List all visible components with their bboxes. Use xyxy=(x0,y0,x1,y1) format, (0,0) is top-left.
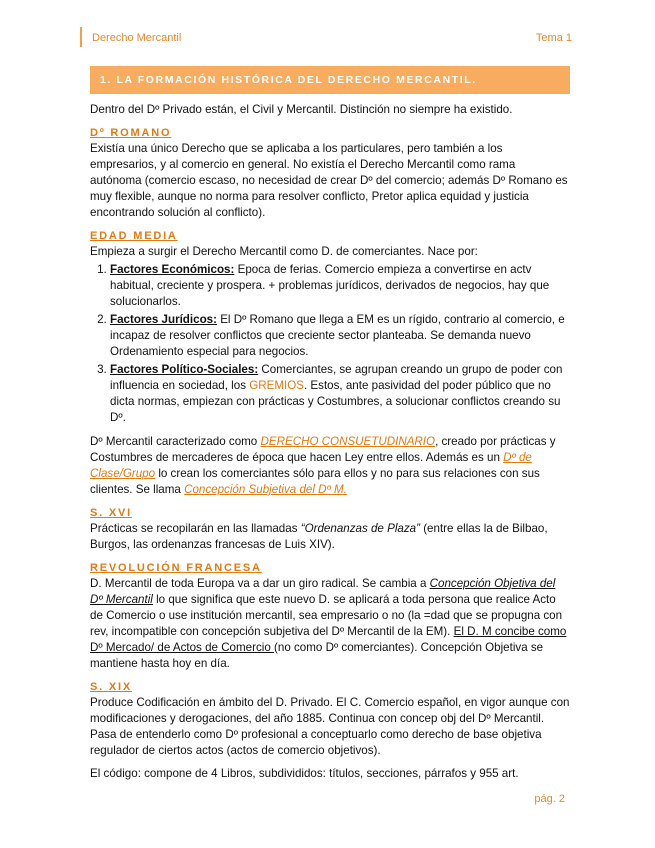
text-run: Prácticas se recopilarán en las llamadas xyxy=(90,522,301,535)
header-course-title: Derecho Mercantil xyxy=(92,32,182,44)
underlined-sentence: El D. M concibe como Dº Mercado/ de Actos de Comercio xyxy=(90,625,567,654)
romano-paragraph: Existía una único Derecho que se aplicaba a los particulares, pero también a los empresarios, y al comercio en general. No existía el Derecho Mercantil como rama autónoma (comercio escaso, no necesidad de crear Dº del comercio; además Dº Romano es muy flexible, aunque no norma para resolver conflicto, Pretor aplica equidad y justicia encontrando solución al conflicto). xyxy=(90,142,568,219)
header-topic: Tema 1 xyxy=(535,32,572,44)
heading-romano: Dº ROMANO xyxy=(90,127,172,139)
heading-s-xvi: S. XVI xyxy=(90,507,132,519)
factor-label: Factores Económicos: xyxy=(110,263,235,276)
factor-text: Epoca de ferias. Comercio empieza a convertirse en actv habitual, creciente y prospera. + problemas jurídicos, derivados de negocios, hay que solucionarlos. xyxy=(110,263,550,308)
factor-text: El Dº Romano que llega a EM es un rígido, contrario al comercio, e incapaz de resolver conflictos que creciente sector planteaba. Se demanda nuevo Ordenamiento especial para negocios. xyxy=(110,313,565,358)
text-run: (entre ellas la de Bilbao, Burgos, las ordenanzas francesas de Luis XIV). xyxy=(90,522,548,551)
factors-list xyxy=(90,262,570,426)
text-run: Dº Mercantil caracterizado como xyxy=(90,435,261,448)
revolucion-paragraph xyxy=(90,576,570,672)
factor-label: Factores Jurídicos: xyxy=(110,313,217,326)
text-run: lo que significa que este nuevo D. se aplicará a toda persona que realice Acto de Comercio o use institución mercantil, sea empresario o no (la =dad que se propugna con rev, incompatible con concepción subjetiva del Dº Mercantil de la EM). xyxy=(90,593,563,638)
section-banner: 1. LA FORMACIÓN HISTÓRICA DEL DERECHO MERCANTIL. xyxy=(90,66,570,94)
heading-edad-media: EDAD MEDIA xyxy=(90,230,178,242)
xix-paragraph: Produce Codificación en ámbito del D. Privado. El C. Comercio español, en vigor aunque con modificaciones y derogaciones, del año 1885. Continua con concep obj del Dº Mercantil. Pasa de entenderlo como Dº profesional a conceptuarlo como derecho de base objetiva regulador de ciertos actos (actos de comercio objetivos). xyxy=(90,696,570,757)
consuetudinario-highlight: DERECHO CONSUETUDINARIO xyxy=(260,435,436,448)
factor-label: Factores Político-Sociales: xyxy=(110,363,259,376)
xix-paragraph-2: El código: compone de 4 Libros, subdivididos: títulos, secciones, párrafos y 955 art. xyxy=(90,767,519,780)
concepcion-subjetiva-highlight: Concepción Subjetiva del Dº M. xyxy=(184,483,347,496)
heading-s-xix: S. XIX xyxy=(90,681,132,693)
text-run: D. Mercantil de toda Europa va a dar un giro radical. Se cambia a xyxy=(90,577,430,590)
text-run: (no como Dº comerciantes). Concepción Objetiva se mantiene hasta hoy en día. xyxy=(90,641,544,670)
page-header xyxy=(80,27,572,47)
page-number: pág. 2 xyxy=(534,793,565,805)
list-item xyxy=(110,312,570,360)
text-run: lo crean los comerciantes sólo para ellos y no para sus relaciones con sus clientes. Se llama xyxy=(90,467,540,496)
intro-paragraph: Dentro del Dº Privado están, el Civil y Mercantil. Distinción no siempre ha existido. xyxy=(90,103,513,116)
list-item xyxy=(110,362,570,426)
list-item xyxy=(110,262,570,310)
clase-grupo-highlight: Dº de Clase/Grupo xyxy=(90,451,532,480)
consuetudinario-paragraph xyxy=(90,434,570,498)
concepcion-objetiva-italic: Concepción Objetiva del Dº Mercantil xyxy=(90,577,556,606)
document-body xyxy=(90,66,570,789)
heading-revolucion: REVOLUCIÓN FRANCESA xyxy=(90,562,262,574)
factor-text: Comerciantes, se agrupan creando un grupo de poder con influencia en sociedad, los xyxy=(110,363,563,392)
gremios-highlight: GREMIOS xyxy=(249,379,304,392)
factor-text: . Estos, ante pasividad del poder público que no dicta normas, empiezan con prácticas y Costumbres, a solucionar conflictos creando su Dº. xyxy=(110,379,561,424)
ordenanzas-italic: “Ordenanzas de Plaza” xyxy=(300,522,420,535)
xvi-paragraph xyxy=(90,521,570,553)
text-run: , creado por prácticas y Costumbres de mercaderes de época que hacen Ley entre ellos. Además es un xyxy=(90,435,556,464)
media-intro: Empieza a surgir el Derecho Mercantil como D. de comerciantes. Nace por: xyxy=(90,245,478,258)
